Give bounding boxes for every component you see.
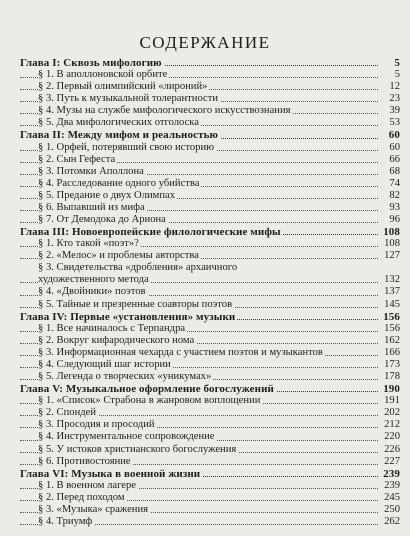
page-number: 227 (384, 455, 400, 467)
section-title: § 1. В военном лагере (38, 479, 136, 491)
toc-section (20, 516, 400, 528)
toc-chapter (20, 383, 400, 395)
toc-entry-text-wrap (20, 190, 400, 202)
section-title: § 2. Вокруг кифародического нома (38, 334, 195, 346)
section-title: § 1. Орфей, потерявший свою историю (38, 141, 215, 153)
section-title: § 6. Выпавший из мифа (38, 201, 145, 213)
toc-entry-text-wrap (20, 57, 400, 69)
section-title: § 4. «Двойники» поэтов (38, 286, 146, 298)
page-number: 250 (384, 503, 400, 515)
toc-section (20, 202, 400, 214)
toc-section (20, 214, 400, 226)
toc-section (20, 480, 400, 492)
toc-entry-text-wrap (20, 419, 400, 431)
toc-section (20, 456, 400, 468)
toc-section (20, 238, 400, 250)
toc-section (20, 492, 400, 504)
section-title: § 3. «Музыка» сражения (38, 503, 149, 515)
page-number: 82 (389, 189, 400, 201)
section-title: § 3. Путь к музыкальной толерантности (38, 93, 219, 105)
page-number: 226 (384, 443, 400, 455)
page-number: 156 (383, 310, 400, 323)
section-title: § 7. От Демодока до Ариона (38, 214, 166, 226)
chapter-title: Глава IV: Первые «установления» музыки (20, 310, 236, 323)
section-title: § 1. В аполлоновской орбите (38, 69, 168, 81)
toc-entry-text-wrap (20, 431, 400, 443)
toc-entry-text-wrap (20, 214, 400, 226)
section-title: § 1. Кто такой «поэт»? (38, 238, 139, 250)
page-title: СОДЕРЖАНИЕ (139, 33, 271, 52)
section-title: § 5. Два мифологических отголоска (38, 117, 199, 129)
page-number: 132 (384, 274, 400, 286)
toc-entry-text-wrap (20, 311, 400, 323)
section-title: § 4. Инструментальное сопровождение (38, 431, 215, 443)
section-title: § 2. Перед походом (38, 491, 125, 503)
toc-entry-text-wrap (20, 226, 400, 238)
section-title: § 2. «Мелос» и проблемы авторства (38, 250, 199, 262)
toc-section (20, 190, 400, 202)
toc-entry-text-wrap (20, 105, 400, 117)
page-number: 74 (389, 177, 400, 189)
chapter-title: Глава I: Сквозь мифологию (20, 57, 162, 69)
chapter-title: Глава V: Музыкальное оформление богослужений (20, 383, 274, 396)
toc-entry-text-wrap (20, 154, 400, 166)
section-title: § 6. Противостояние (38, 455, 131, 467)
toc-section (20, 347, 400, 359)
toc-section (20, 166, 400, 178)
page-number: 127 (384, 250, 400, 262)
toc-section (20, 154, 400, 166)
toc-entry-text-wrap (20, 93, 400, 105)
page-number: 178 (384, 371, 400, 383)
toc-section (20, 504, 400, 516)
toc-section (20, 359, 400, 371)
section-title: художественного метода (38, 274, 149, 286)
section-title: § 1. Все начиналось с Терпандра (38, 322, 186, 334)
toc-entry-text-wrap (20, 444, 400, 456)
page-number: 60 (388, 129, 400, 142)
section-title: § 2. Первый олимпийский «лироний» (38, 81, 208, 93)
toc-entry-text-wrap (20, 456, 400, 468)
page-number: 137 (384, 286, 400, 298)
toc-entry-text-wrap (20, 262, 400, 274)
page-number: 262 (384, 515, 400, 527)
toc-entry-text-wrap (20, 323, 400, 335)
page-number: 23 (389, 93, 400, 105)
toc-section (20, 117, 400, 129)
toc-entry-text-wrap (20, 81, 400, 93)
toc-section (20, 323, 400, 335)
section-title: § 5. Тайные и презренные соавторы поэтов (38, 298, 233, 310)
toc-entry-text-wrap (20, 480, 400, 492)
toc-chapter (20, 311, 400, 323)
section-title: § 1. «Список» Страбона в жанровом воплощении (38, 395, 261, 407)
toc-entry-text-wrap (20, 504, 400, 516)
toc-section (20, 178, 400, 190)
toc-entry-text-wrap (20, 516, 400, 528)
page-number: 191 (384, 395, 400, 407)
page-number: 190 (383, 383, 400, 396)
page-number: 39 (389, 105, 400, 117)
section-title: § 3. Потомки Аполлона (38, 165, 144, 177)
page-number: 239 (383, 467, 400, 480)
page-number: 12 (389, 81, 400, 93)
page-number: 5 (394, 69, 400, 81)
toc-section (20, 299, 400, 311)
page-number: 66 (389, 153, 400, 165)
toc-section (20, 105, 400, 117)
toc-chapter (20, 468, 400, 480)
toc-entry-text-wrap (20, 166, 400, 178)
section-title: § 3. Просодия и просодий (38, 419, 155, 431)
toc-section (20, 81, 400, 93)
page-number: 145 (384, 298, 400, 310)
page-number: 68 (389, 165, 400, 177)
page-number: 93 (389, 201, 400, 213)
page-number: 239 (384, 479, 400, 491)
section-title: § 4. Триумф (38, 515, 93, 527)
toc-entry-text-wrap (20, 407, 400, 419)
chapter-title: Глава II: Между мифом и реальностью (20, 129, 218, 142)
toc-entry-text-wrap (20, 299, 400, 311)
section-title: § 4. Музы на службе мифологического искусствознания (38, 105, 291, 117)
toc-chapter (20, 57, 400, 69)
toc-section (20, 335, 400, 347)
page-number: 108 (384, 238, 400, 250)
toc-entry-text-wrap (20, 69, 400, 81)
toc-entry-text-wrap (20, 274, 400, 286)
page-number: 5 (394, 57, 400, 69)
section-title: § 2. Спондей (38, 407, 97, 419)
toc-entry-text-wrap (20, 347, 400, 359)
chapter-title: Глава VI: Музыка в военной жизни (20, 467, 201, 480)
toc-section (20, 262, 400, 274)
chapter-title: Глава III: Новоевропейские филологические мифы (20, 226, 281, 239)
section-title: § 3. Свидетельства «дробления» архаичного (38, 262, 238, 274)
page-number: 96 (389, 214, 400, 226)
toc-entry-text-wrap (20, 335, 400, 347)
toc-section (20, 142, 400, 154)
page-number: 60 (389, 141, 400, 153)
toc-entry-text-wrap (20, 117, 400, 129)
toc-entry-text-wrap (20, 202, 400, 214)
toc-entry-text-wrap (20, 250, 400, 262)
toc-section (20, 69, 400, 81)
page-number: 53 (389, 117, 400, 129)
section-title: § 5. Легенда о творческих «уникумах» (38, 371, 212, 383)
page-number: 108 (383, 226, 400, 239)
toc-entry-text-wrap (20, 142, 400, 154)
page-number: 212 (384, 419, 400, 431)
toc-section (20, 286, 400, 298)
toc-section (20, 419, 400, 431)
toc-chapter (20, 129, 400, 141)
toc-section (20, 250, 400, 262)
toc-entry-text-wrap (20, 286, 400, 298)
toc-section (20, 371, 400, 383)
section-title: § 4. Следующий шаг истории (38, 358, 171, 370)
section-title: § 3. Информационная чехарда с участием поэтов и музыкантов (38, 346, 323, 358)
toc-entry-text-wrap (20, 468, 400, 480)
page-number: 156 (384, 322, 400, 334)
toc-section (20, 274, 400, 286)
section-title: § 4. Расследование одного убийства (38, 177, 200, 189)
toc-entry-text-wrap (20, 383, 400, 395)
toc-entry-text-wrap (20, 359, 400, 371)
page-number: 173 (384, 358, 400, 370)
toc-entry-text-wrap (20, 371, 400, 383)
table-of-contents (20, 57, 400, 528)
toc-section (20, 407, 400, 419)
toc-section (20, 431, 400, 443)
page-number: 220 (384, 431, 400, 443)
toc-entry-text-wrap (20, 129, 400, 141)
page-number: 162 (384, 334, 400, 346)
page-number: 166 (384, 346, 400, 358)
page-number: 202 (384, 407, 400, 419)
toc-section (20, 395, 400, 407)
section-title: § 5. У истоков христианского богослужения (38, 443, 237, 455)
section-title: § 2. Сын Гефеста (38, 153, 116, 165)
toc-section (20, 93, 400, 105)
toc-chapter (20, 226, 400, 238)
toc-section (20, 444, 400, 456)
toc-entry-text-wrap (20, 238, 400, 250)
section-title: § 5. Предание о двух Олимпах (38, 189, 176, 201)
toc-entry-text-wrap (20, 492, 400, 504)
toc-entry-text-wrap (20, 178, 400, 190)
page-number: 245 (384, 491, 400, 503)
toc-entry-text-wrap (20, 395, 400, 407)
